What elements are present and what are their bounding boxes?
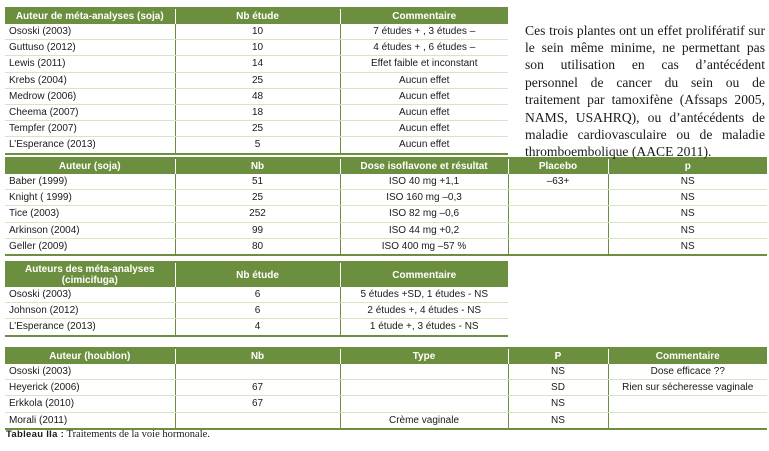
- column-header: Nb: [175, 348, 340, 364]
- table-cell: [508, 190, 608, 206]
- table-cell: Cheema (2007): [5, 104, 175, 120]
- table-cell: L’Esperance (2013): [5, 319, 175, 336]
- table-cell: SD: [508, 380, 608, 396]
- table-cell: 10: [175, 24, 340, 40]
- table-cell: Medrow (2006): [5, 88, 175, 104]
- table-cell: Tempfer (2007): [5, 121, 175, 137]
- table-header-row: [5, 262, 508, 287]
- table-header-row: [5, 348, 767, 364]
- table-row: [5, 303, 508, 319]
- table-cell: 252: [175, 206, 340, 222]
- table-cell: [508, 206, 608, 222]
- table-cell: 48: [175, 88, 340, 104]
- table-cell: 80: [175, 238, 340, 255]
- table-cell: 7 études + , 3 études –: [340, 24, 508, 40]
- table-row: [5, 380, 767, 396]
- table-cell: Ososki (2003): [5, 24, 175, 40]
- column-header: Nb étude: [175, 262, 340, 287]
- table-row: [5, 174, 767, 190]
- column-header: Nb: [175, 158, 340, 174]
- table-cell: Johnson (2012): [5, 303, 175, 319]
- table-cell: [175, 412, 340, 429]
- column-header: Commentaire: [608, 348, 767, 364]
- column-header: Commentaire: [340, 8, 508, 24]
- table-cell: 6: [175, 303, 340, 319]
- table-cell: Lewis (2011): [5, 56, 175, 72]
- column-header: Type: [340, 348, 508, 364]
- table-cell: 1 étude +, 3 études - NS: [340, 319, 508, 336]
- table-cell: NS: [608, 206, 767, 222]
- table-cell: Effet faible et inconstant: [340, 56, 508, 72]
- table-cell: Aucun effet: [340, 72, 508, 88]
- table-row: [5, 104, 508, 120]
- table-cell: ISO 82 mg –0,6: [340, 206, 508, 222]
- column-header: Auteurs des méta-analyses (cimicifuga): [5, 262, 175, 287]
- column-header: Auteur (houblon): [5, 348, 175, 364]
- column-header: Commentaire: [340, 262, 508, 287]
- table-cell: 6: [175, 287, 340, 303]
- table-row: [5, 40, 508, 56]
- table-cell: Aucun effet: [340, 104, 508, 120]
- table-cell: [508, 222, 608, 238]
- table-cell: Ososki (2003): [5, 364, 175, 380]
- table-cell: Knight ( 1999): [5, 190, 175, 206]
- table-cell: 4 études + , 6 études –: [340, 40, 508, 56]
- table-cell: [175, 364, 340, 380]
- table-cell: NS: [608, 222, 767, 238]
- soja-studies-table: [5, 157, 767, 256]
- table-cell: NS: [608, 238, 767, 255]
- table-row: [5, 412, 767, 429]
- column-header: Placebo: [508, 158, 608, 174]
- caption-label: Tableau IIa :: [6, 429, 65, 440]
- column-header: Dose isoflavone et résultat: [340, 158, 508, 174]
- table-cell: Geller (2009): [5, 238, 175, 255]
- table-row: [5, 137, 508, 154]
- table-cell: L’Esperance (2013): [5, 137, 175, 154]
- table-cell: ISO 44 mg +0,2: [340, 222, 508, 238]
- houblon-studies-table: [5, 347, 767, 430]
- table-cell: NS: [508, 364, 608, 380]
- table-cell: NS: [508, 412, 608, 429]
- table-cell: Erkkola (2010): [5, 396, 175, 412]
- table-cell: Tice (2003): [5, 206, 175, 222]
- column-header: p: [608, 158, 767, 174]
- table-cell: Aucun effet: [340, 121, 508, 137]
- table-row: [5, 72, 508, 88]
- table-cell: 99: [175, 222, 340, 238]
- table-row: [5, 238, 767, 255]
- table-row: [5, 364, 767, 380]
- table-cell: Aucun effet: [340, 88, 508, 104]
- table-cell: [508, 238, 608, 255]
- table-cell: ISO 160 mg –0,3: [340, 190, 508, 206]
- table-cell: [608, 412, 767, 429]
- table-cell: NS: [508, 396, 608, 412]
- table-row: [5, 287, 508, 303]
- table-row: [5, 206, 767, 222]
- table-caption: [6, 429, 210, 440]
- table-cell: 10: [175, 40, 340, 56]
- table-cell: Baber (1999): [5, 174, 175, 190]
- table-row: [5, 56, 508, 72]
- cimicifuga-meta-analyses-table: [5, 261, 508, 337]
- table-header-row: [5, 8, 508, 24]
- table-cell: Arkinson (2004): [5, 222, 175, 238]
- table-row: [5, 396, 767, 412]
- table-row: [5, 121, 508, 137]
- table-cell: Ososki (2003): [5, 287, 175, 303]
- column-header: P: [508, 348, 608, 364]
- table-cell: [340, 396, 508, 412]
- table-cell: 25: [175, 121, 340, 137]
- table-cell: 25: [175, 190, 340, 206]
- table-cell: NS: [608, 174, 767, 190]
- table-cell: Guttuso (2012): [5, 40, 175, 56]
- table-cell: 25: [175, 72, 340, 88]
- table-cell: 51: [175, 174, 340, 190]
- table-cell: 5: [175, 137, 340, 154]
- table-cell: 67: [175, 396, 340, 412]
- table-cell: 5 études +SD, 1 études - NS: [340, 287, 508, 303]
- table-cell: Krebs (2004): [5, 72, 175, 88]
- table-row: [5, 88, 508, 104]
- table-cell: Aucun effet: [340, 137, 508, 154]
- table-cell: NS: [608, 190, 767, 206]
- table-cell: [340, 380, 508, 396]
- column-header: Auteur de méta-analyses (soja): [5, 8, 175, 24]
- table-cell: ISO 40 mg +1,1: [340, 174, 508, 190]
- column-header: Auteur (soja): [5, 158, 175, 174]
- table-cell: 4: [175, 319, 340, 336]
- table-cell: ISO 400 mg –57 %: [340, 238, 508, 255]
- table-cell: Crème vaginale: [340, 412, 508, 429]
- table-row: [5, 24, 508, 40]
- table-cell: 14: [175, 56, 340, 72]
- table-cell: Rien sur sécheresse vaginale: [608, 380, 767, 396]
- table-cell: Morali (2011): [5, 412, 175, 429]
- table-cell: –63+: [508, 174, 608, 190]
- table-cell: 2 études +, 4 études - NS: [340, 303, 508, 319]
- table-cell: Heyerick (2006): [5, 380, 175, 396]
- soja-meta-analyses-table: [5, 7, 508, 155]
- table-row: [5, 319, 508, 336]
- table-cell: 67: [175, 380, 340, 396]
- table-row: [5, 190, 767, 206]
- column-header: Nb étude: [175, 8, 340, 24]
- table-row: [5, 222, 767, 238]
- table-cell: 18: [175, 104, 340, 120]
- table-cell: [608, 396, 767, 412]
- caption-text: Traitements de la voie hormonale.: [64, 429, 210, 440]
- table-cell: Dose efficace ??: [608, 364, 767, 380]
- table-cell: [340, 364, 508, 380]
- side-paragraph: Ces trois plantes ont un effet prolifératif sur le sein même minime, ne permettant pas son utilisation en cas d’antécédent personnel de cancer du sein ou de traitement par tamoxifène (Afssaps 2005, NAMS, USAHRQ), ou d’antécédents de maladie cardiovasculaire ou de maladie thromboembolique (AACE 2011).: [525, 22, 765, 160]
